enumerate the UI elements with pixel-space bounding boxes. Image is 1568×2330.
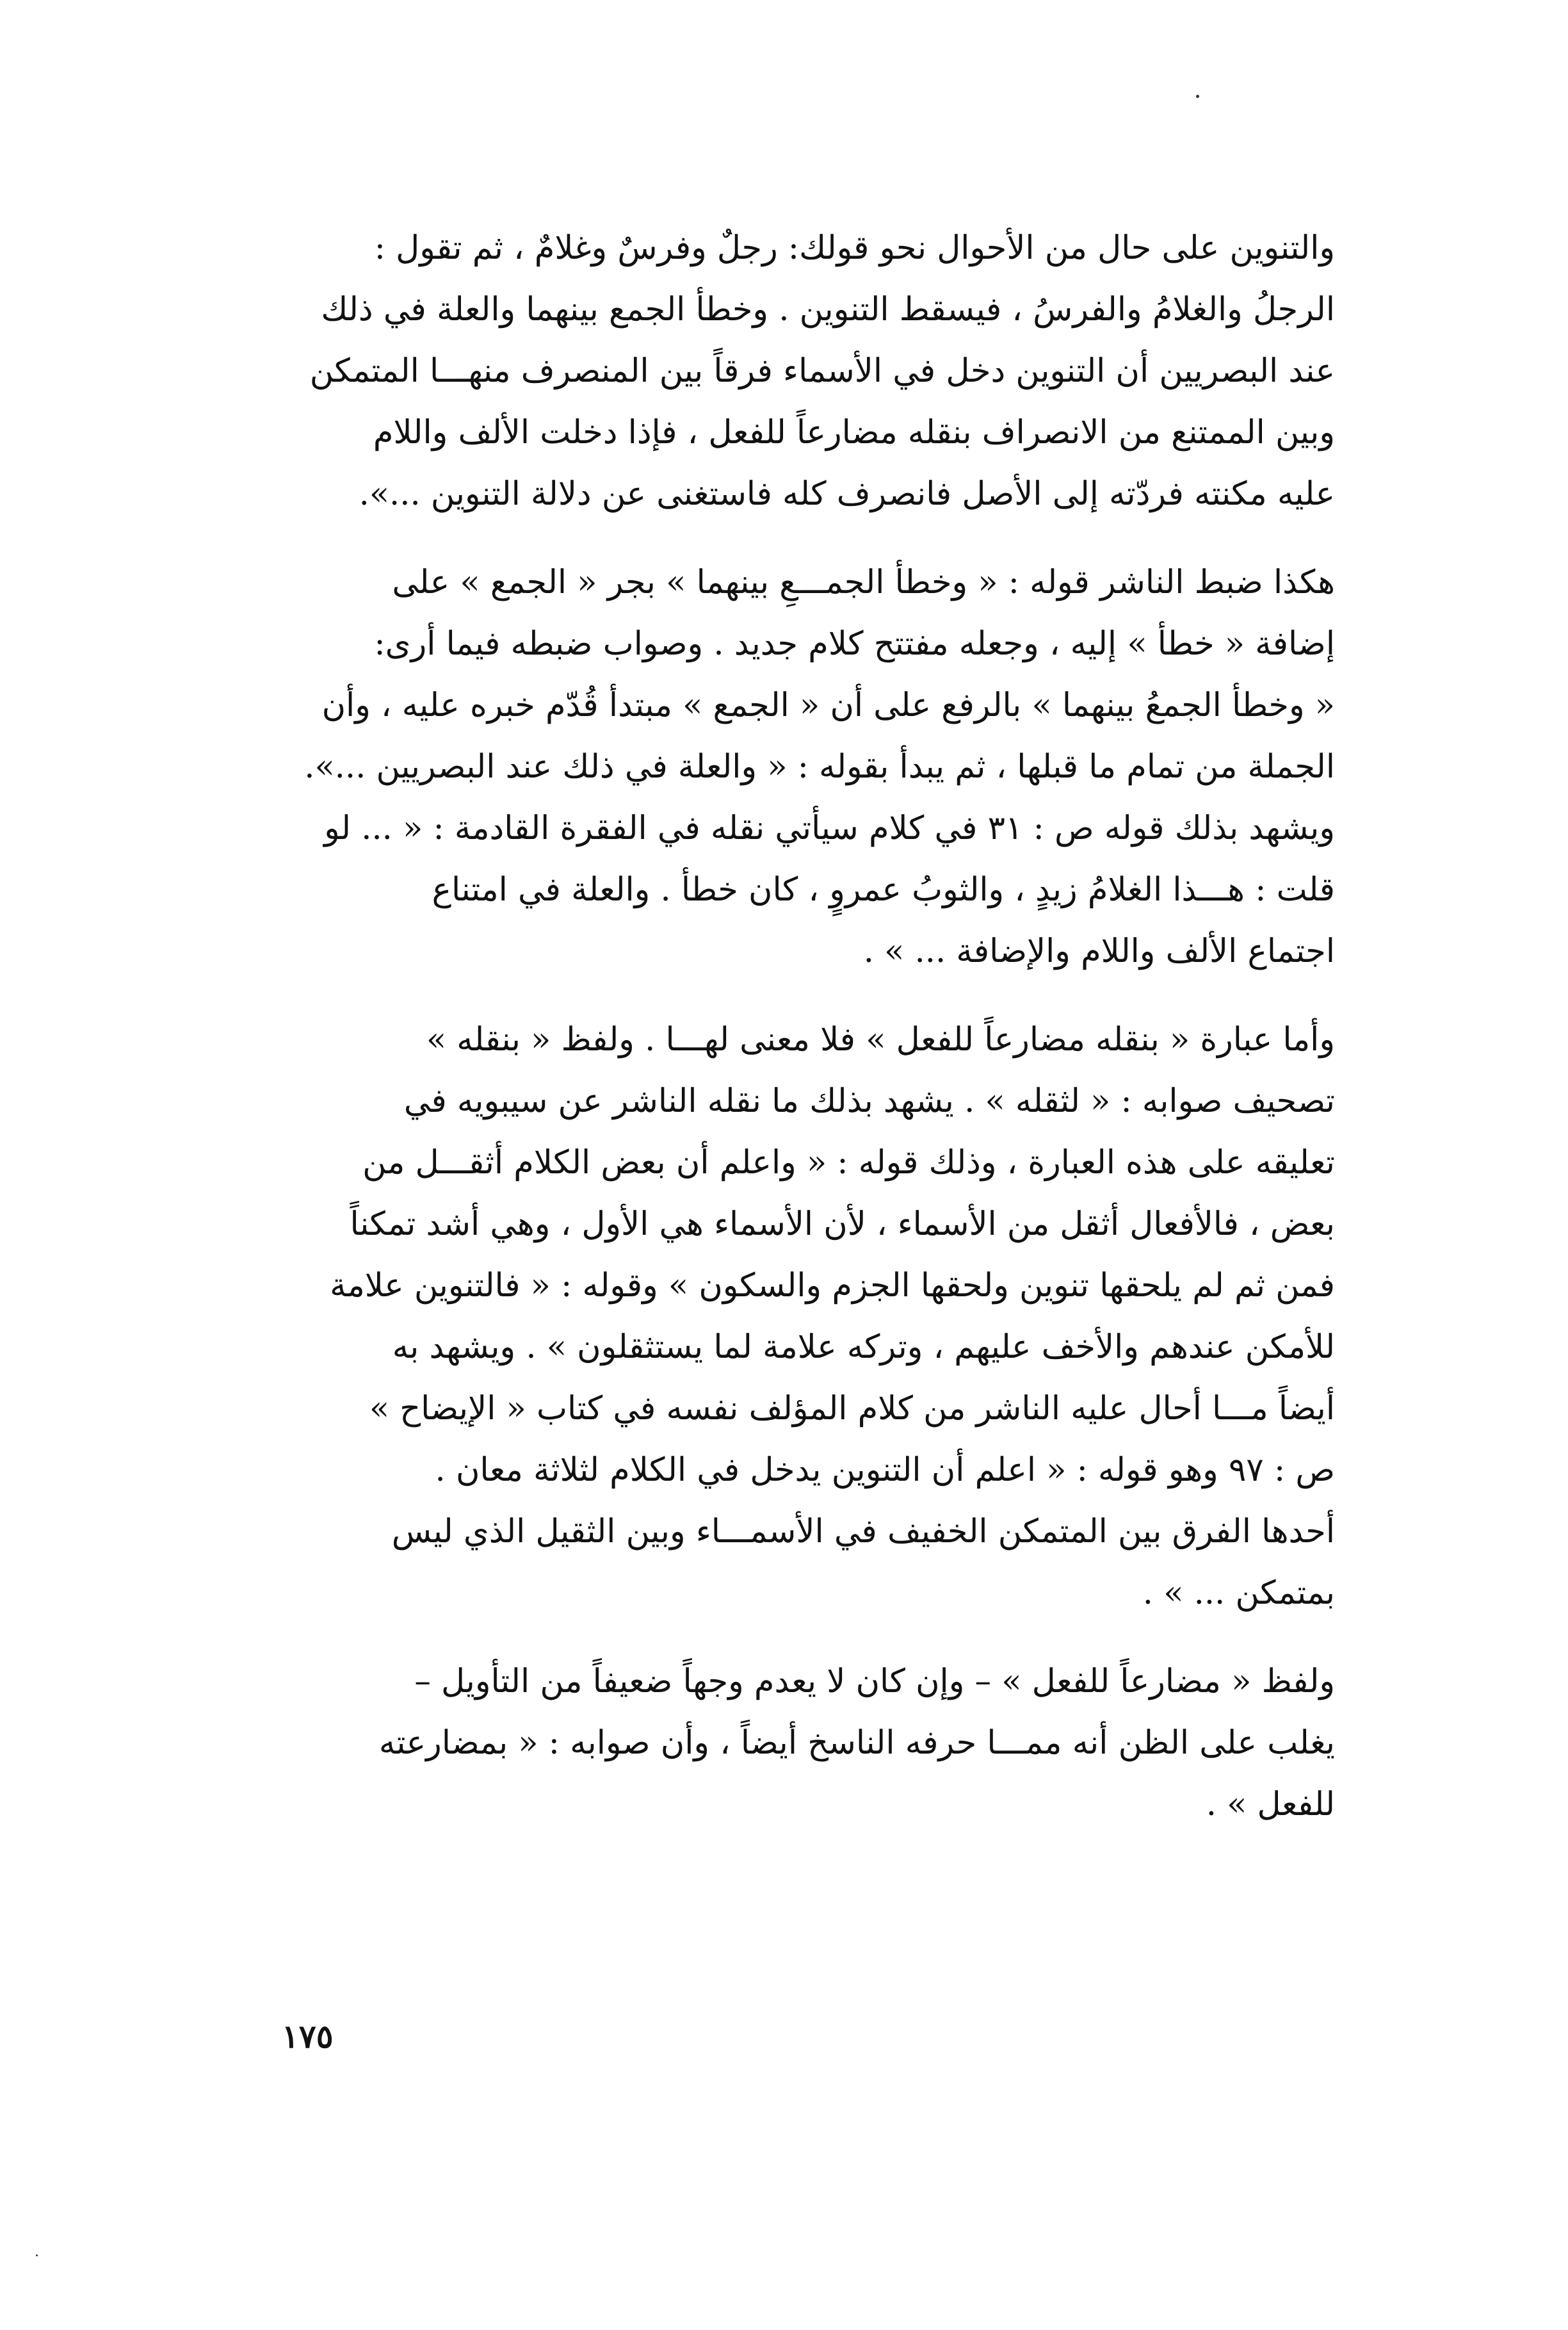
- text-line: الرجلُ والغلامُ والفرسُ ، فيسقط التنوين . وخطأ الجمع بينهما والعلة في ذلك: [321, 291, 1335, 329]
- text-line: تعليقه على هذه العبارة ، وذلك قوله : « واعلم أن بعض الكلام أثقـــل من: [362, 1144, 1335, 1182]
- paragraph-4: [247, 1651, 1335, 1836]
- text-line: وبين الممتنع من الانصراف بنقله مضارعاً للفعل ، فإذا دخلت الألف واللام: [373, 414, 1335, 452]
- text-line: فمن ثم لم يلحقها تنوين ولحقها الجزم والسكون » وقوله : « فالتنوين علامة: [330, 1267, 1335, 1305]
- text-line: ويشهد بذلك قوله ص : ٣١ في كلام سيأتي نقله في الفقرة القادمة : « ... لو: [324, 810, 1335, 847]
- text-line: بعض ، فالأفعال أثقل من الأسماء ، لأن الأسماء هي الأول ، وهي أشد تمكناً: [350, 1205, 1335, 1243]
- text-line: ولفظ « مضارعاً للفعل » – وإن كان لا يعدم وجهاً ضعيفاً من التأويل –: [414, 1663, 1335, 1700]
- text-line: إضافة « خطأ » إليه ، وجعله مفتتح كلام جديد . وصواب ضبطه فيما أرى:: [374, 625, 1335, 663]
- paragraph-2: [247, 552, 1335, 982]
- body-text: [247, 218, 1335, 1836]
- text-line: والتنوين على حال من الأحوال نحو قولك: رجلٌ وفرسٌ وغلامٌ ، ثم تقول :: [374, 229, 1335, 267]
- text-line: « وخطأ الجمعُ بينهما » بالرفع على أن « الجمع » مبتدأ قُدّم خبره عليه ، وأن: [321, 687, 1335, 724]
- text-line: الجملة من تمام ما قبلها ، ثم يبدأ بقوله : « والعلة في ذلك عند البصريين ...».: [304, 748, 1335, 786]
- text-line: ص : ٩٧ وهو قوله : « اعلم أن التنوين يدخل في الكلام لثلاثة معان .: [435, 1451, 1335, 1489]
- text-line: للأمكن عندهم والأخف عليهم ، وتركه علامة لما يستثقلون » . ويشهد به: [392, 1328, 1335, 1366]
- text-line: وأما عبارة « بنقله مضارعاً للفعل » فلا معنى لهـــا . ولفظ « بنقله »: [426, 1021, 1335, 1059]
- text-line: تصحيف صوابه : « لثقله » . يشهد بذلك ما نقله الناشر عن سيبويه في: [403, 1082, 1335, 1120]
- text-line: اجتماع الألف واللام والإضافة ... » .: [863, 933, 1335, 970]
- paragraph-1: [247, 218, 1335, 525]
- text-line: للفعل » .: [1206, 1786, 1335, 1823]
- text-line: هكذا ضبط الناشر قوله : « وخطأ الجمـــعِ بينهما » بجر « الجمع » على: [392, 564, 1335, 601]
- scan-speck: [36, 2254, 38, 2256]
- text-line: قلت : هـــذا الغلامُ زيدٍ ، والثوبُ عمروٍ ، كان خطأ . والعلة في امتناع: [432, 871, 1335, 909]
- scan-speck: [1196, 95, 1199, 98]
- text-line: عند البصريين أن التنوين دخل في الأسماء فرقاً بين المنصرف منهـــا المتمكن: [309, 352, 1335, 390]
- text-line: أحدها الفرق بين المتمكن الخفيف في الأسمـــاء وبين الثقيل الذي ليس: [391, 1513, 1335, 1551]
- text-line: أيضاً مـــا أحال عليه الناشر من كلام المؤلف نفسه في كتاب « الإيضاح »: [369, 1390, 1335, 1428]
- text-line: عليه مكنته فردّته إلى الأصل فانصرف كله فاستغنى عن دلالة التنوين ...».: [359, 475, 1335, 513]
- page-number: ١٧٥: [282, 2017, 334, 2055]
- paragraph-3: [247, 1009, 1335, 1624]
- text-line: يغلب على الظن أنه ممـــا حرفه الناسخ أيضاً ، وأن صوابه : « بمضارعته: [378, 1724, 1335, 1762]
- text-line: بمتمكن ... » .: [1142, 1574, 1335, 1612]
